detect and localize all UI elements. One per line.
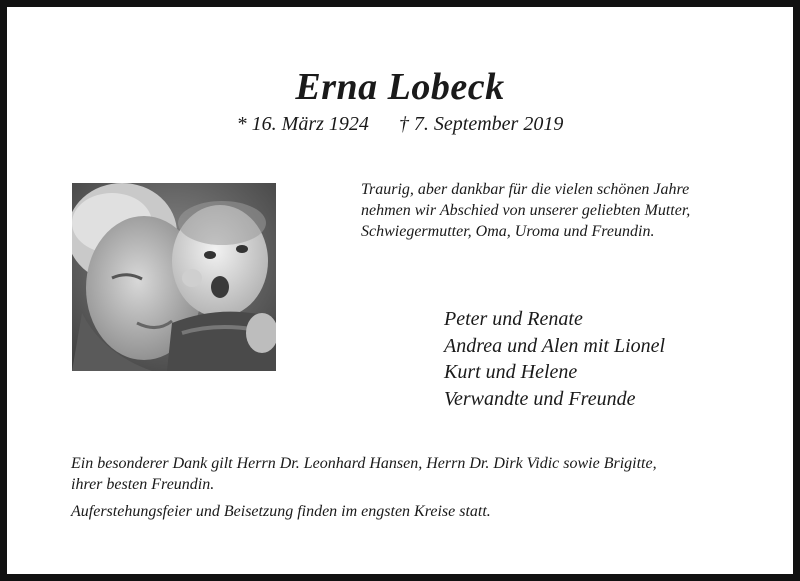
mourners-list xyxy=(444,306,665,412)
intro-text xyxy=(361,179,781,242)
thanks-line: Ein besonderer Dank gilt Herrn Dr. Leonhard Hansen, Herrn Dr. Dirk Vidic sowie Brigitte, xyxy=(71,455,657,472)
mourner-entry: Verwandte und Freunde xyxy=(444,387,636,410)
ceremony-note: Auferstehungsfeier und Beisetzung finden im engsten Kreise statt. xyxy=(71,503,491,520)
mourner-entry: Andrea und Alen mit Lionel xyxy=(444,334,666,357)
thanks-line: ihrer besten Freundin. xyxy=(71,476,215,493)
thanks-text xyxy=(71,453,771,495)
portrait-photo xyxy=(72,183,276,371)
intro-line: Traurig, aber dankbar für die vielen schönen Jahre xyxy=(361,181,690,198)
life-dates xyxy=(7,113,793,136)
portrait-photo-image xyxy=(72,183,276,371)
deceased-name: Erna Lobeck xyxy=(295,66,505,108)
intro-line: nehmen wir Abschied von unserer geliebten Mutter, xyxy=(361,202,691,219)
mourner-entry: Kurt und Helene xyxy=(444,361,578,383)
death-date: † 7. September 2019 xyxy=(398,113,564,135)
birth-date: * 16. März 1924 xyxy=(236,113,369,135)
mourner-entry: Peter und Renate xyxy=(444,308,583,330)
intro-line: Schwiegermutter, Oma, Uroma und Freundin. xyxy=(361,223,655,240)
